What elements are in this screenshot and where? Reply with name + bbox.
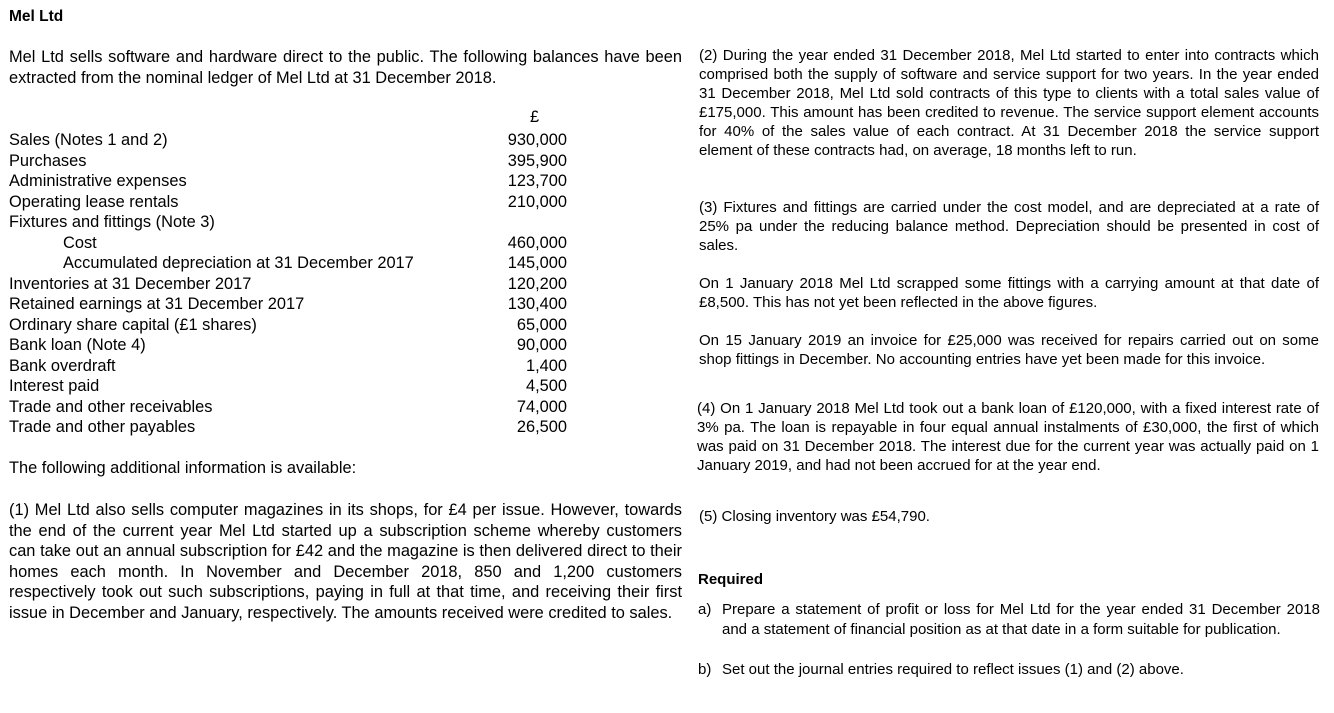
ledger-value: 65,000 — [516, 315, 567, 334]
ledger-label: Retained earnings at 31 December 2017 — [9, 295, 305, 313]
currency-header: £ — [530, 108, 540, 126]
ledger-label: Fixtures and fittings (Note 3) — [9, 213, 215, 231]
ledger-label: Ordinary share capital (£1 shares) — [9, 315, 257, 334]
ledger-label: Interest paid — [9, 377, 100, 395]
ledger-row — [9, 294, 569, 315]
ledger-label: Operating lease rentals — [9, 192, 179, 211]
note-2: (2) During the year ended 31 December 2018, Mel Ltd started to enter into contracts which comprised both the supply of software and service support for two years. In the year ended 31 December 2018, Mel Ltd sold contracts of this type to clients with a total sales value of £175,000. This amount has been credited to revenue. The service support element accounts for 40% of the sales value of each contract. At 31 December 2018 the service support element of these contracts had, on average, 18 months left to run. — [699, 47, 1319, 159]
ledger-label: Purchases — [9, 151, 87, 170]
ledger-value: 130,400 — [507, 295, 567, 313]
ledger-label: Inventories at 31 December 2017 — [9, 274, 252, 293]
ledger-label: Bank overdraft — [9, 356, 116, 375]
required-list — [698, 600, 1320, 680]
additional-info-heading: The following additional information is available: — [9, 459, 357, 477]
document-title: Mel Ltd — [9, 8, 64, 25]
note-3-invoice: On 15 January 2019 an invoice for £25,000 was received for repairs carried out on some shop fittings in December. No accounting entries have yet been made for this invoice. — [699, 332, 1319, 368]
ledger-value: 90,000 — [516, 336, 567, 354]
required-heading: Required — [698, 571, 764, 588]
ledger-label: Trade and other receivables — [9, 397, 213, 416]
ledger-row — [9, 212, 569, 233]
ledger-row — [9, 130, 569, 151]
ledger-row — [9, 356, 569, 377]
note-3-scrapped: On 1 January 2018 Mel Ltd scrapped some fittings with a carrying amount at that date of £8,500. This has not yet been reflected in the above figures. — [699, 275, 1319, 311]
ledger-row — [9, 233, 569, 254]
ledger-label: Trade and other payables — [9, 418, 196, 436]
ledger-row — [9, 397, 569, 418]
required-item — [698, 660, 1320, 680]
ledger-label: Bank loan (Note 4) — [9, 336, 146, 354]
ledger-value: 930,000 — [507, 131, 567, 149]
ledger-row — [9, 192, 569, 213]
ledger-row — [9, 151, 569, 172]
ledger-label: Accumulated depreciation at 31 December 2017 — [63, 254, 414, 272]
note-3: (3) Fixtures and fittings are carried under the cost model, and are depreciated at a rate of 25% pa under the reducing balance method. Depreciation should be presented in cost of sales. — [699, 199, 1319, 254]
ledger-value: 210,000 — [507, 192, 567, 211]
ledger-label: Sales (Notes 1 and 2) — [9, 131, 168, 149]
required-item — [698, 600, 1320, 640]
ledger-value — [477, 212, 569, 233]
ledger-value: 1,400 — [525, 356, 567, 375]
intro-paragraph: Mel Ltd sells software and hardware direct to the public. The following balances have been extracted from the nominal ledger of Mel Ltd at 31 December 2018. — [9, 48, 682, 87]
ledger-label: Cost — [63, 233, 97, 252]
ledger-value: 4,500 — [525, 377, 567, 395]
ledger-row — [9, 315, 569, 336]
ledger-value: 120,200 — [507, 274, 567, 293]
required-marker: a) — [698, 601, 712, 618]
ledger-row — [9, 253, 569, 274]
note-1: (1) Mel Ltd also sells computer magazines in its shops, for £4 per issue. However, towards the end of the current year Mel Ltd started up a subscription scheme whereby customers can take out an annual subscription for £42 and the magazine is then delivered direct to their homes each month. In November and December 2018, 850 and 1,200 customers respectively took out such subscriptions, paying in full at that time, and receiving their first issue in December and January, respectively. The amounts received were credited to sales. — [9, 501, 682, 622]
ledger-value: 74,000 — [516, 397, 567, 416]
ledger-value: 123,700 — [507, 172, 567, 190]
ledger-row — [9, 171, 569, 192]
ledger-row — [9, 417, 569, 438]
required-text: Set out the journal entries required to reflect issues (1) and (2) above. — [722, 661, 1184, 678]
ledger-row — [9, 274, 569, 295]
required-text: Prepare a statement of profit or loss for Mel Ltd for the year ended 31 December 2018 and a statement of financial position as at that date in a form suitable for publication. — [722, 601, 1320, 638]
required-marker: b) — [698, 661, 712, 678]
ledger-value: 460,000 — [507, 233, 567, 252]
ledger-table — [9, 130, 569, 438]
ledger-row — [9, 376, 569, 397]
note-4: (4) On 1 January 2018 Mel Ltd took out a bank loan of £120,000, with a fixed interest rate of 3% pa. The loan is repayable in four equal annual instalments of £30,000, the first of which was paid on 31 December 2018. The interest due for the current year was actually paid on 1 January 2019, and had not been accrued for at the year end. — [697, 400, 1319, 474]
ledger-value: 26,500 — [516, 418, 567, 436]
ledger-value: 395,900 — [507, 151, 567, 170]
ledger-row — [9, 335, 569, 356]
ledger-label: Administrative expenses — [9, 172, 187, 190]
note-5: (5) Closing inventory was £54,790. — [699, 508, 930, 525]
ledger-value: 145,000 — [507, 254, 567, 272]
